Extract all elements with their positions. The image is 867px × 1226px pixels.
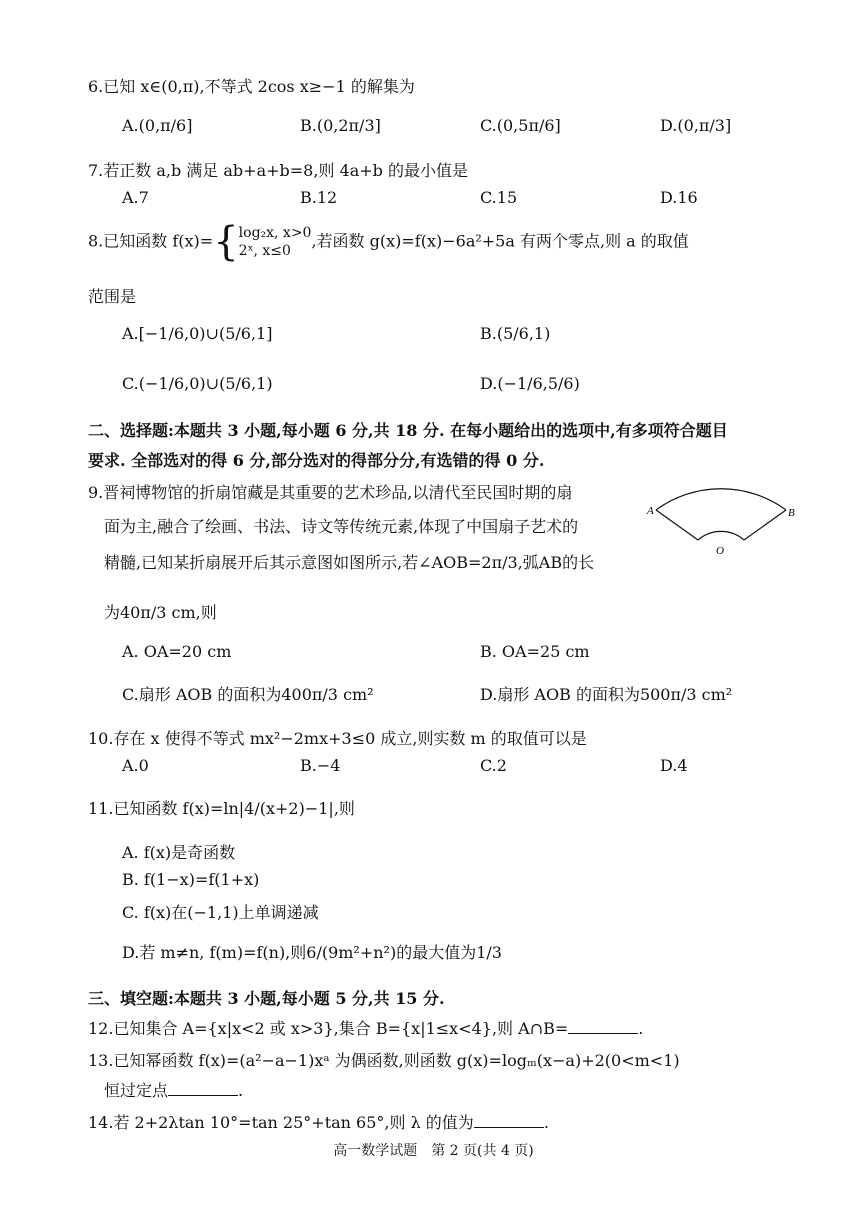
q6-option-d: D.(0,π/3] <box>660 116 732 135</box>
q7-option-d: D.16 <box>660 188 698 207</box>
q8-piecewise <box>239 224 312 260</box>
q9-option-b: B. OA=25 cm <box>480 642 590 661</box>
q8-option-a: A.[−1/6,0)∪(5/6,1] <box>122 324 273 343</box>
q11-option-b: B. f(1−x)=f(1+x) <box>122 870 260 889</box>
fan-outer-arc <box>656 489 786 510</box>
q6-option-b: B.(0,2π/3] <box>300 116 381 135</box>
q10-option-a: A.0 <box>122 756 149 775</box>
q11-option-c: C. f(x)在(−1,1)上单调递减 <box>122 903 319 922</box>
label-a: A <box>647 505 654 517</box>
q7-option-c: C.15 <box>480 188 518 207</box>
q8-option-d: D.(−1/6,5/6) <box>480 374 580 393</box>
answer-blank[interactable] <box>168 1081 238 1096</box>
q10-option-d: D.4 <box>660 756 688 775</box>
fan-edge-left <box>656 510 698 540</box>
question-12-text: 12.已知集合 A={x|x<2 或 x>3},集合 B={x|1≤x<4},则 A∩B= <box>88 1019 569 1038</box>
q8-piece-1: log₂x, x>0 <box>238 225 312 241</box>
fan-inner-arc <box>698 531 744 540</box>
question-13-line2-text: 恒过定点 <box>104 1081 169 1100</box>
answer-blank[interactable] <box>568 1019 638 1034</box>
q8-suffix: ,若函数 g(x)=f(x)−6a²+5a 有两个零点,则 a 的取值 <box>311 231 689 251</box>
q8-option-b: B.(5/6,1) <box>480 324 551 343</box>
question-10-stem: 10.存在 x 使得不等式 mx²−2mx+3≤0 成立,则实数 m 的取值可以是 <box>88 729 587 748</box>
q8-option-c: C.(−1/6,0)∪(5/6,1) <box>122 374 273 393</box>
question-9-line1: 9.晋祠博物馆的折扇馆藏是其重要的艺术珍品,以清代至民国时期的扇 <box>88 483 573 502</box>
q8-prefix: 8.已知函数 f(x)= <box>88 231 214 251</box>
q11-option-a: A. f(x)是奇函数 <box>122 843 236 862</box>
q9-option-a: A. OA=20 cm <box>122 642 232 661</box>
q8-piece-2: 2ˣ, x≤0 <box>238 243 291 259</box>
section-3-heading: 三、填空题:本题共 3 小题,每小题 5 分,共 15 分. <box>88 989 445 1008</box>
q9-option-c: C.扇形 AOB 的面积为400π/3 cm² <box>122 685 374 704</box>
question-6-stem: 6.已知 x∈(0,π),不等式 2cos x≥−1 的解集为 <box>88 77 415 96</box>
section-2-heading-line2: 要求. 全部选对的得 6 分,部分选对的得部分分,有选错的得 0 分. <box>88 451 545 470</box>
q7-option-b: B.12 <box>300 188 338 207</box>
q9-option-d: D.扇形 AOB 的面积为500π/3 cm² <box>480 685 733 704</box>
section-2-heading: 二、选择题:本题共 3 小题,每小题 6 分,共 18 分. 在每小题给出的选项中,有多项符合题目 <box>88 421 728 440</box>
question-13-line1: 13.已知幂函数 f(x)=(a²−a−1)xᵃ 为偶函数,则函数 g(x)=logₘ(x−a)+2(0<m<1) <box>88 1051 680 1070</box>
q10-option-c: C.2 <box>480 756 507 775</box>
q7-option-a: A.7 <box>122 188 149 207</box>
page-footer: 高一数学试题 第 2 页(共 4 页) <box>333 1143 534 1159</box>
answer-blank[interactable] <box>474 1113 544 1128</box>
label-o: O <box>716 545 724 557</box>
q10-option-b: B.−4 <box>300 756 341 775</box>
q6-option-c: C.(0,5π/6] <box>480 116 561 135</box>
label-b: B <box>788 507 795 519</box>
question-8-stem <box>88 219 689 265</box>
q6-option-a: A.(0,π/6] <box>122 116 193 135</box>
question-14-text: 14.若 2+2λtan 10°=tan 25°+tan 65°,则 λ 的值为 <box>88 1113 474 1132</box>
question-7-stem: 7.若正数 a,b 满足 ab+a+b=8,则 4a+b 的最小值是 <box>88 161 468 180</box>
fan-diagram <box>646 462 796 562</box>
question-9-line3: 精髓,已知某折扇展开后其示意图如图所示,若∠AOB=2π/3,弧AB的长 <box>104 553 595 572</box>
question-14: 14.若 2+2λtan 10°=tan 25°+tan 65°,则 λ 的值为 . <box>88 1113 549 1132</box>
question-9-line4: 为40π/3 cm,则 <box>104 603 217 622</box>
brace-symbol: { <box>213 219 239 265</box>
q11-option-d: D.若 m≠n, f(m)=f(n),则6/(9m²+n²)的最大值为1/3 <box>122 943 502 962</box>
fan-edge-right <box>744 510 786 540</box>
question-9-line2: 面为主,融合了绘画、书法、诗文等传统元素,体现了中国扇子艺术的 <box>104 517 579 536</box>
question-13-line2: 恒过定点 . <box>104 1081 244 1100</box>
question-8-line2: 范围是 <box>88 287 137 306</box>
question-11-stem: 11.已知函数 f(x)=ln|4/(x+2)−1|,则 <box>88 799 355 818</box>
question-12: 12.已知集合 A={x|x<2 或 x>3},集合 B={x|1≤x<4},则 A∩B= . <box>88 1019 644 1038</box>
